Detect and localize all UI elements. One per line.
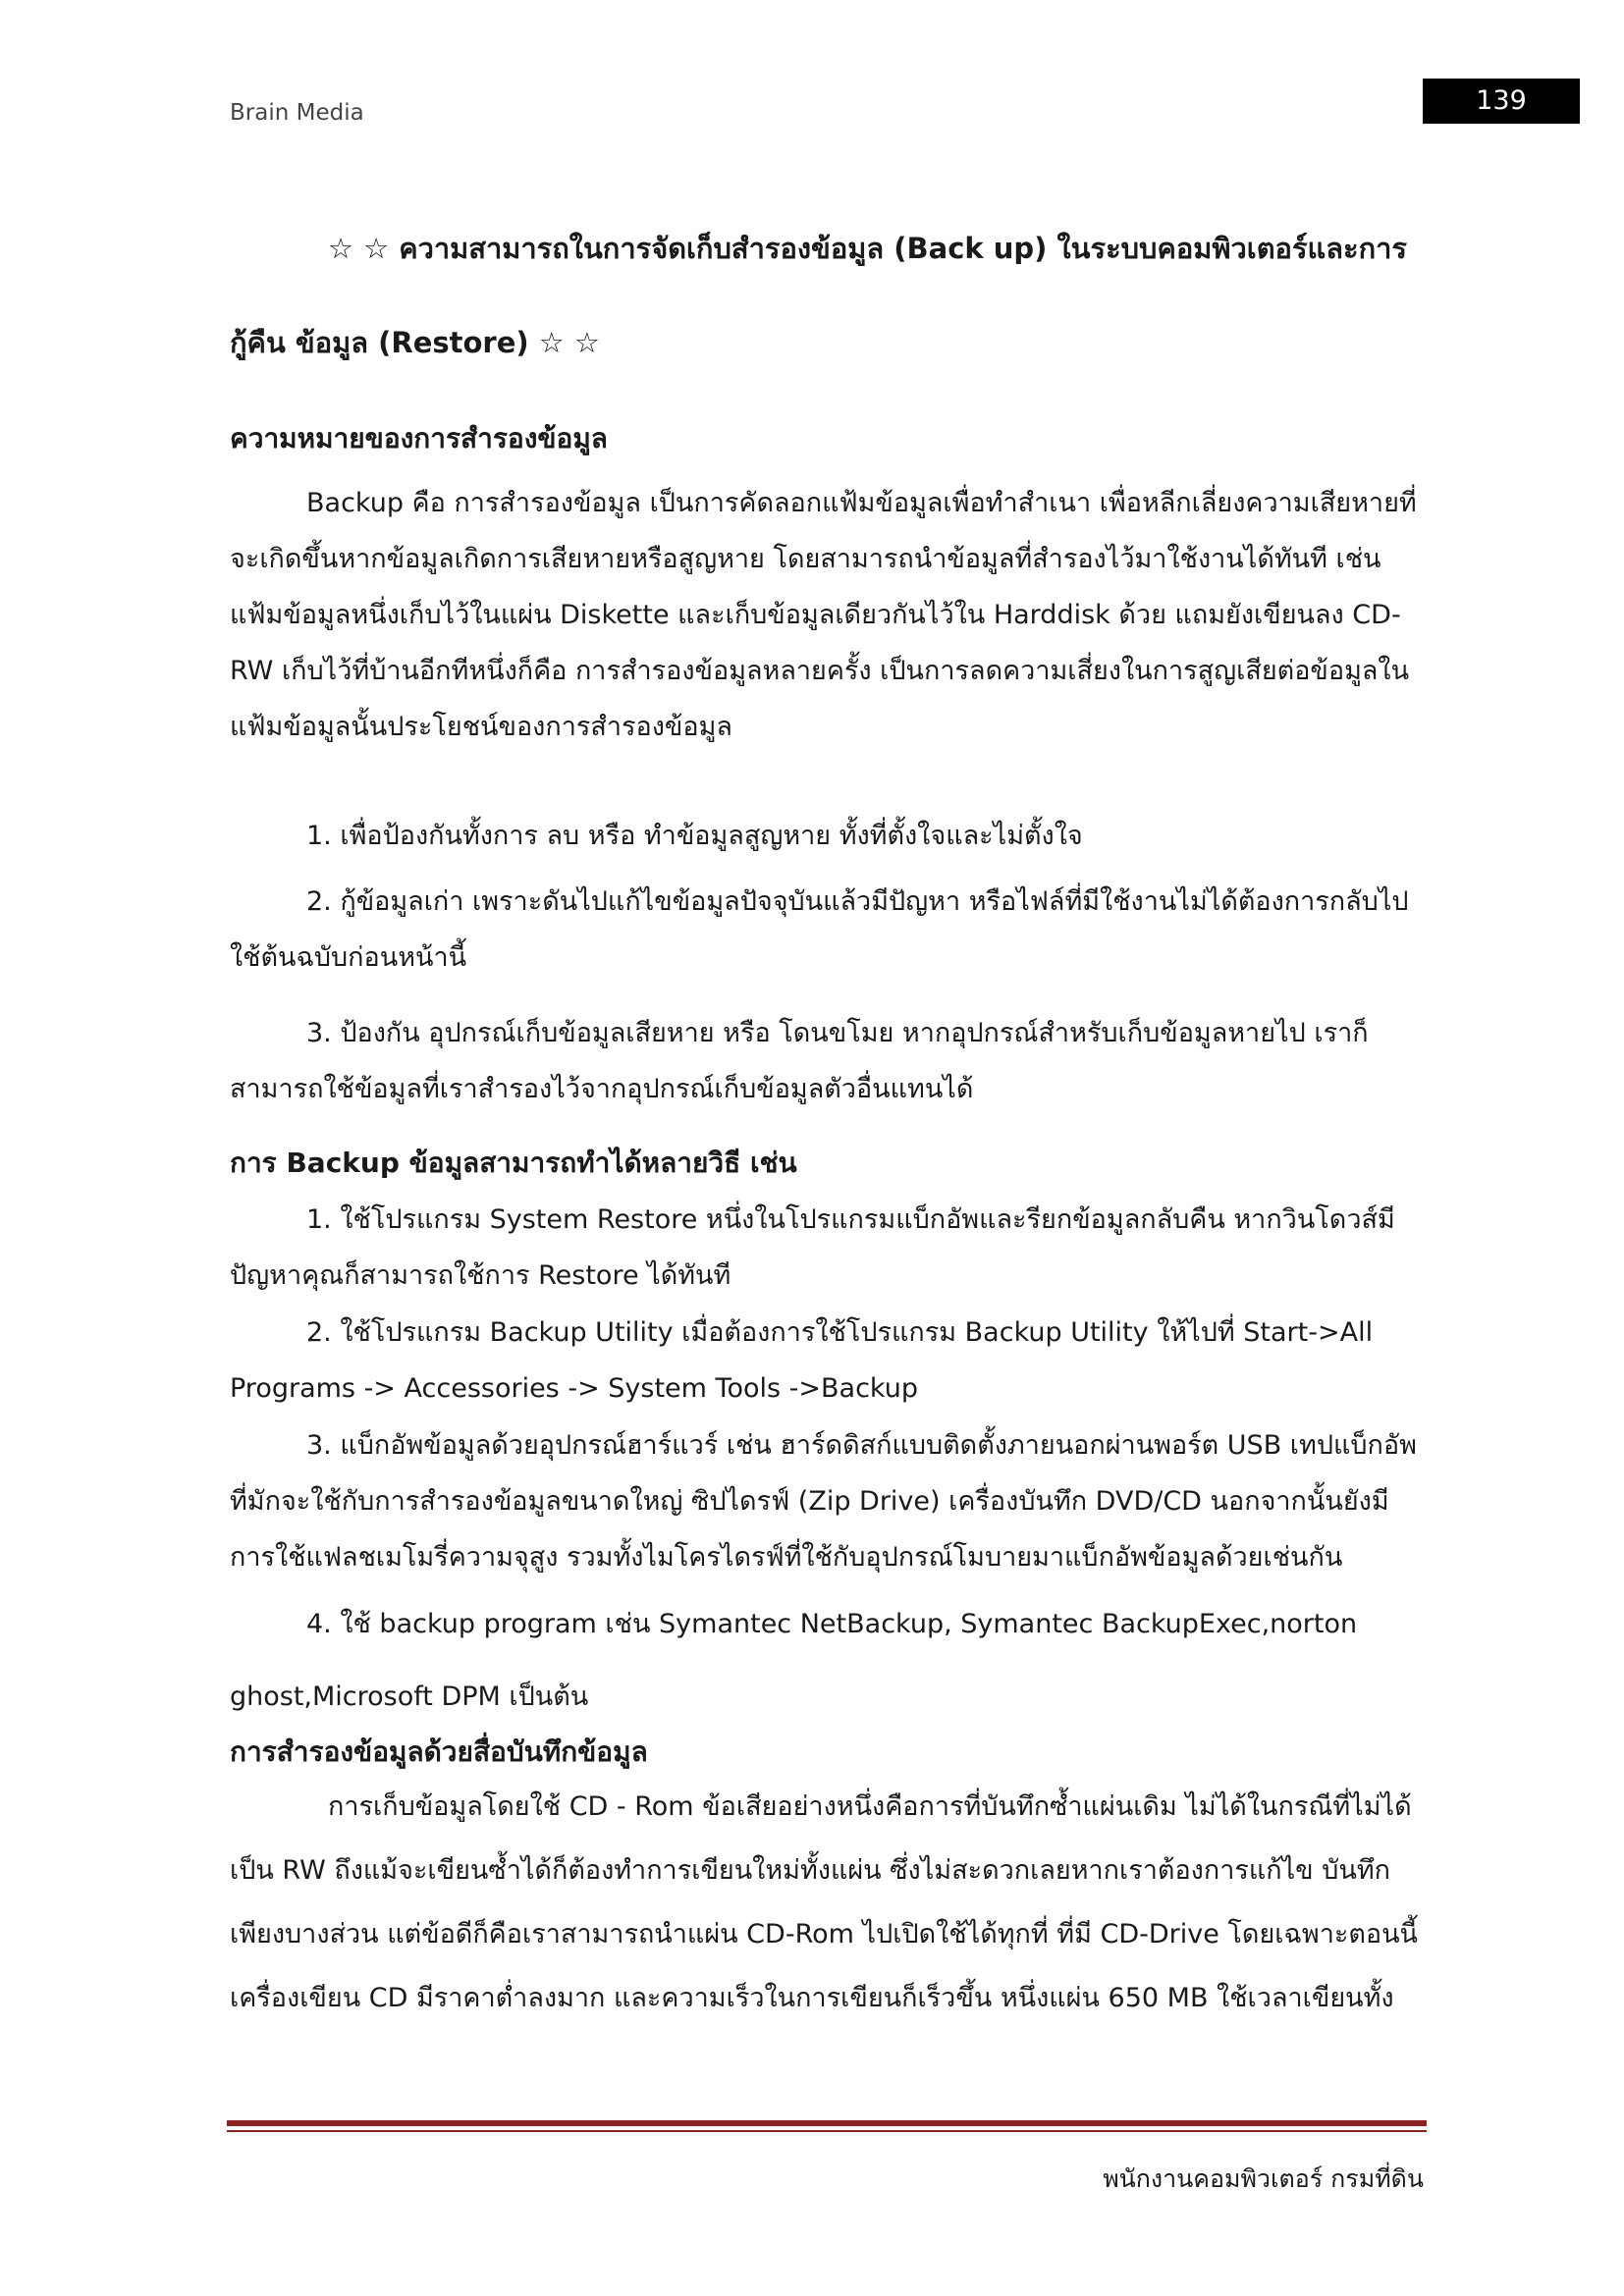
paragraph-backup-meaning: Backup คือ การสำรองข้อมูล เป็นการคัดลอกแฟ้มข้อมูลเพื่อทำสำเนา เพื่อหลีกเลี่ยงความเสียหายที่จะเกิดขึ้นหากข้อมูลเกิดการเสียหายหรือสูญหาย โดยสามารถนำข้อมูลที่สำรองไว้มาใช้งานได้ทันที เช่น แฟ้มข้อมูลหนึ่งเก็บไว้ในแผ่น Diskette และเก็บข้อมูลเดียวกันไว้ใน Harddisk ด้วย แถมยังเขียนลง CD-RW เก็บไว้ที่บ้านอีกทีหนึ่งก็คือ การสำรองข้อมูลหลายครั้ง เป็นการลดความเสี่ยงในการสูญเสียต่อข้อมูลในแฟ้มข้อมูลนั้นประโยชน์ของการสำรองข้อมูล	[230, 488, 1417, 742]
section-heading-backup-methods: การ Backup ข้อมูลสามารถทำได้หลายวิธี เช่น	[230, 1147, 797, 1179]
list-item: 1. ใช้โปรแกรม System Restore หนึ่งในโปรแกรมแบ็กอัพและรียกข้อมูลกลับคืน หากวินโดวส์มีปัญหาคุณก็สามารถใช้การ Restore ได้ทันที	[230, 1204, 1395, 1291]
list-item: 2. ใช้โปรแกรม Backup Utility เมื่อต้องการใช้โปรแกรม Backup Utility ให้ไปที่ Start->All Programs -> Accessories -> System Tools ->Backup	[230, 1317, 1374, 1404]
publisher-name: Brain Media	[230, 100, 364, 126]
footer-divider-thin	[227, 2130, 1427, 2132]
footer-text: พนักงานคอมพิวเตอร์ กรมที่ดิน	[1103, 2164, 1424, 2193]
list-item: 2. กู้ข้อมูลเก่า เพราะดันไปแก้ไขข้อมูลปัจจุบันแล้วมีปัญหา หรือไฟล์ที่มีใช้งานไม่ได้ต้องการกลับไปใช้ต้นฉบับก่อนหน้านี้	[230, 886, 1409, 973]
footer-divider	[227, 2120, 1427, 2126]
section-heading-backup-meaning: ความหมายของการสำรองข้อมูล	[230, 422, 608, 454]
list-item: 3. แบ็กอัพข้อมูลด้วยอุปกรณ์ฮาร์แวร์ เช่น ฮาร์ดดิสก์แบบติดตั้งภายนอกผ่านพอร์ต USB เทปแบ็กอัพ ที่มักจะใช้กับการสำรองข้อมูลขนาดใหญ่ ซิปไดรฟ์ (Zip Drive) เครื่องบันทึก DVD/CD นอกจากนั้นยังมีการใช้แฟลชเมโมรี่ความจุสูง รวมทั้งไมโครไดรฟ์ที่ใช้กับอุปกรณ์โมบายมาแบ็กอัพข้อมูลด้วยเช่นกัน	[230, 1430, 1417, 1573]
list-item: 1. เพื่อป้องกันทั้งการ ลบ หรือ ทำข้อมูลสูญหาย ทั้งที่ตั้งใจและไม่ตั้งใจ	[306, 821, 1083, 851]
page-number: 139	[1423, 79, 1580, 124]
list-item: 4. ใช้ backup program เช่น Symantec NetBackup, Symantec BackupExec,norton ghost,Microsoft DPM เป็นต้น	[230, 1609, 1358, 1712]
section-heading-backup-media: การสำรองข้อมูลด้วยสื่อบันทึกข้อมูล	[230, 1735, 648, 1768]
paragraph-backup-media: การเก็บข้อมูลโดยใช้ CD - Rom ข้อเสียอย่างหนึ่งคือการที่บันทึกซ้ำแผ่นเดิม ไม่ได้ในกรณีที่ไม่ได้เป็น RW ถึงแม้จะเขียนซ้ำได้ก็ต้องทำการเขียนใหม่ทั้งแผ่น ซึ่งไม่สะดวกเลยหากเราต้องการแก้ไข บันทึกเพียงบางส่วน แต่ข้อดีก็คือเราสามารถนำแผ่น CD-Rom ไปเปิดใช้ได้ทุกที่ ที่มี CD-Drive โดยเฉพาะตอนนี้เครื่องเขียน CD มีราคาต่ำลงมาก และความเร็วในการเขียนก็เร็วขึ้น หนึ่งแผ่น 650 MB ใช้เวลาเขียนทั้ง	[230, 1791, 1419, 2013]
page-title: ☆ ☆ ความสามารถในการจัดเก็บสำรองข้อมูล (Back up) ในระบบคอมพิวเตอร์และการกู้คืน ข้อมูล (Restore) ☆ ☆	[230, 232, 1407, 359]
list-item: 3. ป้องกัน อุปกรณ์เก็บข้อมูลเสียหาย หรือ โดนขโมย หากอุปกรณ์สำหรับเก็บข้อมูลหายไป เราก็สามารถใช้ข้อมูลที่เราสำรองไว้จากอุปกรณ์เก็บข้อมูลตัวอื่นแทนได้	[230, 1018, 1369, 1104]
